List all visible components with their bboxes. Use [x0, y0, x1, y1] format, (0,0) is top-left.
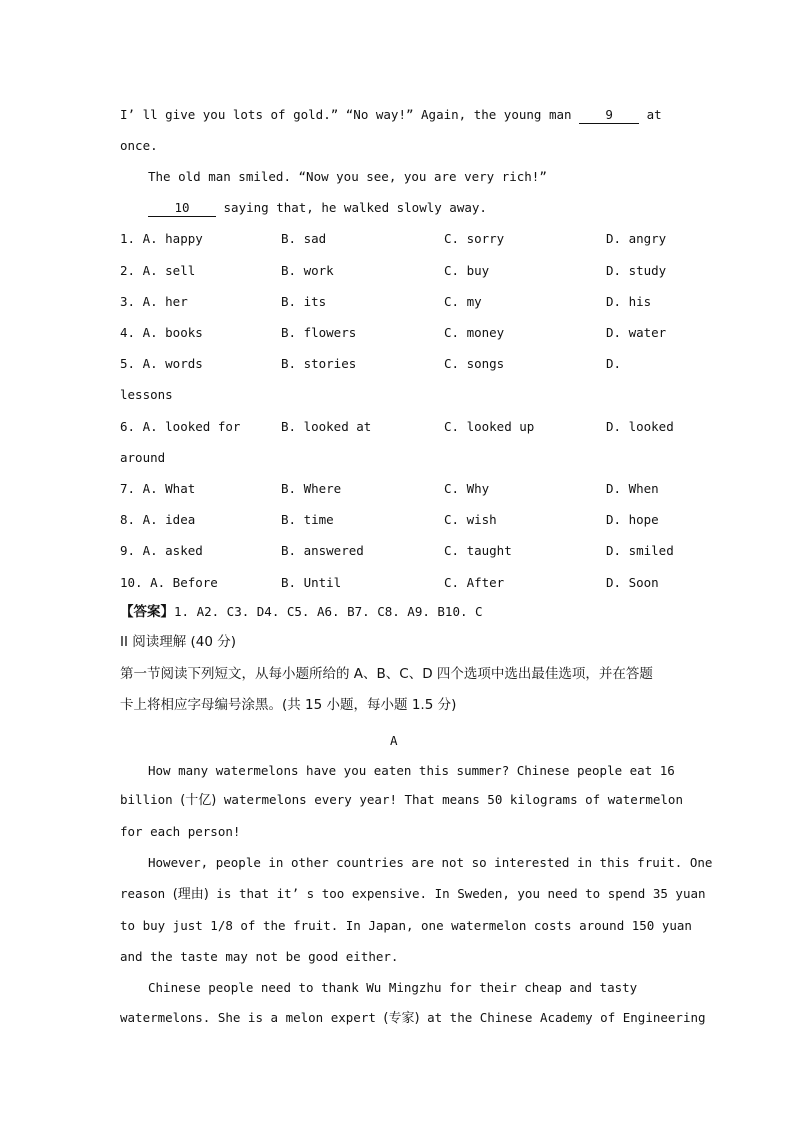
option-b: B. work [281, 263, 334, 278]
passage-p2-line-4: and the taste may not be good either. [120, 949, 399, 964]
option-a: 7. A. What [120, 481, 196, 496]
option-d: D. his [606, 294, 652, 309]
gloss: (十亿) [180, 793, 217, 808]
option-d-wrap: around [120, 450, 166, 465]
text-segment: at the Chinese Academy of Engineering [419, 1010, 706, 1025]
text-segment: watermelons. She is a melon expert [120, 1010, 384, 1025]
option-d: D. smiled [606, 543, 674, 558]
passage-p1-line-2 [120, 792, 683, 809]
text-segment: billion [120, 792, 181, 807]
option-b: B. Where [281, 481, 342, 496]
option-c: C. After [444, 575, 505, 590]
option-d: D. Soon [606, 575, 659, 590]
option-d: D. water [606, 325, 667, 340]
story-line-1-post: at [639, 107, 662, 122]
option-b: B. sad [281, 231, 327, 246]
option-d: D. study [606, 263, 667, 278]
story-line-4 [148, 200, 487, 217]
passage-p3-line-1: Chinese people need to thank Wu Mingzhu for their cheap and tasty [148, 980, 638, 995]
option-b: B. answered [281, 543, 364, 558]
option-d: D. When [606, 481, 659, 496]
option-a: 9. A. asked [120, 543, 203, 558]
gloss: (理由) [172, 887, 209, 902]
passage-p3-line-2 [120, 1010, 706, 1027]
option-a: 2. A. sell [120, 263, 196, 278]
option-b: B. its [281, 294, 327, 309]
option-c: C. buy [444, 263, 490, 278]
option-c: C. songs [444, 356, 505, 371]
option-c: C. sorry [444, 231, 505, 246]
option-b: B. looked at [281, 419, 372, 434]
answer-text: 1. A2. C3. D4. C5. A6. B7. C8. A9. B10. C [174, 604, 483, 619]
passage-label: A [390, 733, 398, 748]
option-d: D. looked [606, 419, 674, 434]
passage-p2-line-1: However, people in other countries are not so interested in this fruit. One [148, 855, 713, 870]
option-a: 8. A. idea [120, 512, 196, 527]
story-line-1 [120, 107, 662, 124]
answer-key [120, 603, 483, 621]
passage-p1-line-3: for each person! [120, 824, 241, 839]
option-d-wrap: lessons [120, 387, 173, 402]
gloss: (专家) [383, 1011, 420, 1026]
section-heading: II 阅读理解 (40 分) [120, 634, 237, 650]
option-c: C. looked up [444, 419, 535, 434]
story-line-4-post: saying that, he walked slowly away. [216, 200, 487, 215]
option-a: 3. A. her [120, 294, 188, 309]
option-b: B. time [281, 512, 334, 527]
story-line-1-pre: I’ ll give you lots of gold.” “No way!” Again, the young man [120, 107, 580, 122]
option-a: 4. A. books [120, 325, 203, 340]
text-segment: is that it’ s too expensive. In Sweden, you need to spend 35 yuan [208, 886, 706, 901]
story-line-2: once. [120, 138, 158, 153]
passage-p1-line-1: How many watermelons have you eaten this summer? Chinese people eat 16 [148, 763, 675, 778]
option-b: B. flowers [281, 325, 357, 340]
option-b: B. Until [281, 575, 342, 590]
blank-9: 9 [579, 107, 639, 124]
text-segment: reason [120, 886, 173, 901]
blank-10: 10 [148, 200, 216, 217]
passage-p2-line-2 [120, 886, 706, 903]
story-line-3: The old man smiled. “Now you see, you are very rich!” [148, 169, 547, 184]
instructions-line-2: 卡上将相应字母编号涂黑。(共 15 小题，每小题 1.5 分) [120, 697, 457, 713]
option-d: D. hope [606, 512, 659, 527]
instructions-line-1: 第一节阅读下列短文，从每小题所给的 A、B、C、D 四个选项中选出最佳选项，并在答题 [120, 666, 653, 682]
option-b: B. stories [281, 356, 357, 371]
option-a: 5. A. words [120, 356, 203, 371]
passage-p2-line-3: to buy just 1/8 of the fruit. In Japan, one watermelon costs around 150 yuan [120, 918, 692, 933]
answer-label: 【答案】 [120, 604, 174, 620]
option-a: 10. A. Before [120, 575, 218, 590]
option-c: C. wish [444, 512, 497, 527]
option-d: D. [606, 356, 622, 371]
option-a: 1. A. happy [120, 231, 203, 246]
option-d: D. angry [606, 231, 667, 246]
option-a: 6. A. looked for [120, 419, 241, 434]
option-c: C. taught [444, 543, 512, 558]
option-c: C. my [444, 294, 482, 309]
text-segment: watermelons every year! That means 50 kilograms of watermelon [216, 792, 683, 807]
option-c: C. money [444, 325, 505, 340]
option-c: C. Why [444, 481, 490, 496]
